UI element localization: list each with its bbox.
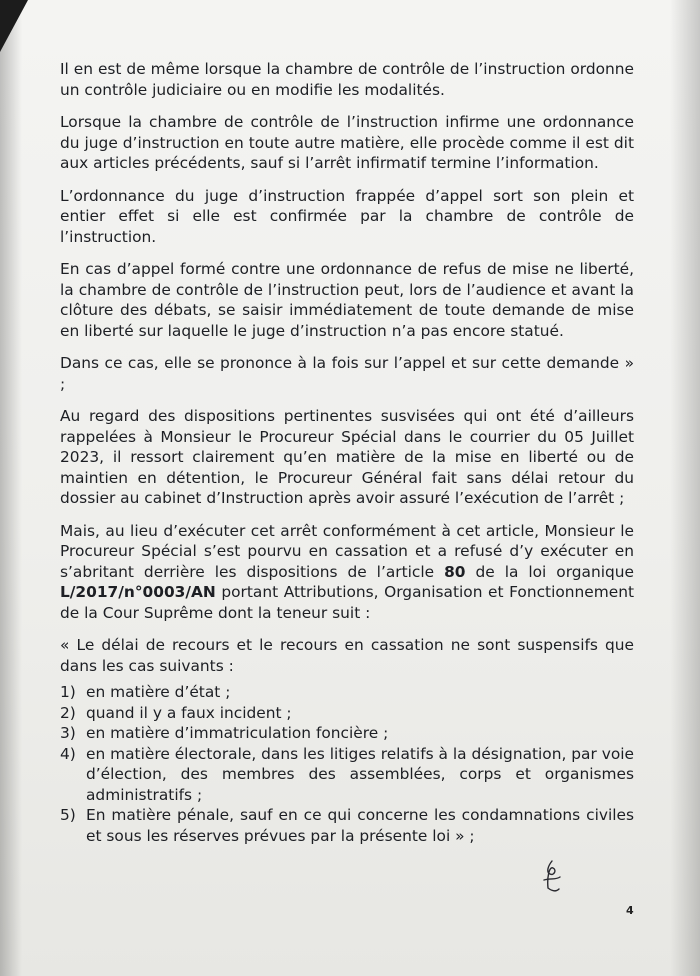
page-corner-fold: [0, 0, 28, 52]
list-item-number: 5): [60, 806, 76, 824]
list-item: [60, 682, 634, 703]
paragraph-7: [60, 521, 634, 624]
article-number: 80: [444, 562, 466, 581]
law-reference: L/2017/n°0003/AN: [60, 583, 216, 601]
list-item-number: 3): [60, 724, 76, 742]
list-item-text: en matière d’immatriculation foncière ;: [86, 724, 389, 742]
paragraph-7-text-a: Mais, au lieu d’exécuter cet arrêt conformément à cet article, Monsieur le Procureur Spécial s’est pourvu en cassation et a refusé d’y exécuter en s’abritant derrière les dispositions de l’article: [60, 521, 634, 581]
list-item-text: quand il y a faux incident ;: [86, 703, 292, 722]
quote-intro: « Le délai de recours et le recours en cassation ne sont suspensifs que dans les cas suivants :: [60, 636, 634, 675]
list-item: [60, 723, 634, 744]
document-body: [60, 59, 634, 846]
list-item: [60, 744, 634, 806]
page-shadow-left: [0, 0, 22, 976]
page-shadow-right: [670, 0, 700, 976]
paragraph-7-text-b: de la loi organique: [465, 562, 634, 581]
list-item-number: 2): [60, 703, 76, 722]
list-item-text: En matière pénale, sauf en ce qui concerne les condamnations civiles et sous les réserves prévues par la présente loi » ;: [86, 806, 634, 845]
list-item-number: 4): [60, 744, 76, 763]
paragraph-4: En cas d’appel formé contre une ordonnance de refus de mise ne liberté, la chambre de contrôle de l’instruction peut, lors de l’audience et avant la clôture des débats, se saisir immédiatement de toute demande de mise en liberté sur laquelle le juge d’instruction n’a pas encore statué.: [60, 260, 634, 340]
paragraph-3: L’ordonnance du juge d’instruction frappée d’appel sort son plein et entier effet si elle est confirmée par la chambre de contrôle de l’instruction.: [60, 186, 634, 246]
paragraph-6: Au regard des dispositions pertinentes susvisées qui ont été d’ailleurs rappelées à Monsieur le Procureur Spécial dans le courrier du 05 Juillet 2023, il ressort clairement qu’en matière de la mise en liberté ou de maintien en détention, le Procureur Général fait sans délai retour du dossier au cabinet d’Instruction après avoir assuré l’exécution de l’arrêt ;: [60, 407, 634, 507]
list-item: [60, 703, 634, 724]
list-item-number: 1): [60, 683, 76, 701]
paragraph-2: Lorsque la chambre de contrôle de l’instruction infirme une ordonnance du juge d’instruction en toute autre matière, elle procède comme il est dit aux articles précédents, sauf si l’arrêt infirmatif termine l’information.: [60, 113, 634, 172]
list-item-text: en matière d’état ;: [86, 683, 231, 701]
list-item-text: en matière électorale, dans les litiges relatifs à la désignation, par voie d’élection, des membres des assemblées, corps et organismes administratifs ;: [86, 744, 634, 804]
paragraph-1: Il en est de même lorsque la chambre de contrôle de l’instruction ordonne un contrôle judiciaire ou en modifie les modalités.: [60, 60, 634, 99]
handwritten-initials: [538, 858, 568, 898]
page-number: 4: [626, 904, 634, 917]
list-item: [60, 805, 634, 846]
paragraph-7-text-c: portant Attributions, Organisation et Fonctionnement de la Cour Suprême dont la teneur suit :: [60, 583, 634, 622]
paragraph-5: Dans ce cas, elle se prononce à la fois sur l’appel et sur cette demande » ;: [60, 354, 634, 393]
suspensive-cases-list: [60, 682, 634, 846]
